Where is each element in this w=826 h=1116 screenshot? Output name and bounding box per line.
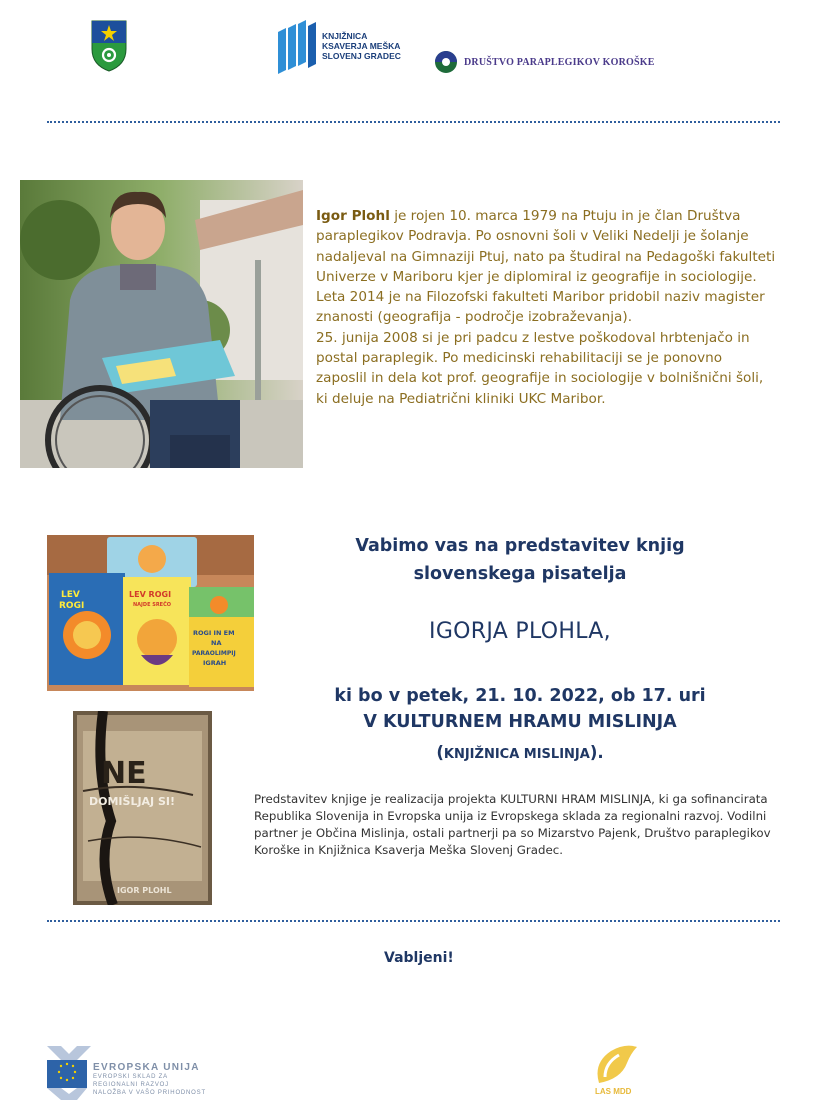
author-photo bbox=[20, 180, 303, 468]
invitation-line-1: Vabimo vas na predstavitev knjig bbox=[355, 536, 685, 556]
svg-text:LEV ROGI: LEV ROGI bbox=[129, 590, 172, 599]
svg-text:NA: NA bbox=[211, 639, 222, 647]
svg-text:PARAOLIMPIJ: PARAOLIMPIJ bbox=[192, 650, 236, 657]
eu-sub-3: NALOŽBA V VAŠO PRIHODNOST bbox=[93, 1090, 206, 1096]
top-divider bbox=[47, 121, 780, 123]
invitation-author-name: IGORJA PLOHLA, bbox=[429, 619, 611, 644]
svg-text:NE: NE bbox=[101, 756, 147, 791]
bottom-divider bbox=[47, 920, 780, 922]
invitation-venue-note bbox=[320, 743, 720, 762]
las-mdd-text: LAS MDD bbox=[595, 1087, 632, 1096]
funding-note: Predstavitev knjige je realizacija projekta KULTURNI HRAM MISLINJA, ki ga sofinancirata Republika Slovenija in Evropska unija iz Evropskega sklada za regionalni razvoj. Vodilni partner je Občina Mislinja, ostali partnerji pa so Mizarstvo Pajenk, Društvo paraplegikov Koroške in Knjižnica Ksaverja Meška Slovenj Gradec. bbox=[254, 792, 771, 857]
bio-author-name: Igor Plohl bbox=[316, 208, 390, 224]
author-bio bbox=[316, 206, 776, 409]
paraplegiki-logo bbox=[434, 50, 674, 74]
venue-note-close: ). bbox=[589, 743, 604, 762]
mislinja-crest-logo bbox=[90, 19, 128, 73]
eu-fund-logo bbox=[47, 1046, 222, 1100]
library-logo-text: KNJIŽNICA KSAVERJA MEŠKA SLOVENJ GRADEC bbox=[322, 31, 401, 61]
invitation-venue: V KULTURNEM HRAMU MISLINJA bbox=[363, 712, 677, 732]
invitation-datetime: ki bo v petek, 21. 10. 2022, ob 17. uri bbox=[334, 686, 706, 706]
eu-sub-1: EVROPSKI SKLAD ZA bbox=[93, 1074, 168, 1080]
svg-text:IGRAH: IGRAH bbox=[203, 659, 227, 667]
svg-text:DOMIŠLJAJ SI!: DOMIŠLJAJ SI! bbox=[89, 795, 176, 808]
svg-text:NAJDE SREČO: NAJDE SREČO bbox=[133, 602, 172, 608]
books-photo bbox=[47, 535, 254, 691]
las-mdd-logo bbox=[591, 1043, 643, 1099]
svg-text:LEV: LEV bbox=[61, 590, 80, 600]
venue-note-text: KNJIŽNICA MISLINJA bbox=[443, 747, 590, 762]
bio-paragraph-2: 25. junija 2008 si je pri padcu z lestve poškodoval hrbtenjačo in postal paraplegik. Po medicinski rehabilitaciji se je ponovno zaposlil in dela kot prof. geografije in sociologije v bolnišnični šoli, ki deluje na Pediatrični kliniki UKC Maribor. bbox=[316, 329, 764, 407]
svg-text:IGOR PLOHL: IGOR PLOHL bbox=[117, 886, 172, 895]
svg-text:ROGI: ROGI bbox=[59, 601, 85, 611]
eu-fund-text bbox=[93, 1062, 206, 1097]
paraplegiki-logo-text: DRUŠTVO PARAPLEGIKOV KOROŠKE bbox=[464, 57, 655, 68]
svg-text:ROGI IN EM: ROGI IN EM bbox=[193, 629, 235, 637]
eu-sub-2: REGIONALNI RAZVOJ bbox=[93, 1082, 169, 1088]
ne-domisljaj-si-book-cover bbox=[73, 711, 212, 905]
bio-paragraph-1 bbox=[316, 206, 776, 328]
welcome-text: Vabljeni! bbox=[384, 950, 454, 966]
library-logo bbox=[278, 20, 408, 76]
bio-text: je rojen 10. marca 1979 na Ptuju in je član Društva paraplegikov Podravja. Po osnovni šoli v Veliki Nedelji je šolanje nadaljeval na Gimnaziji Ptuj, nato pa študiral na Pedagoški fakulteti Univerze v Mariboru kjer je diplomiral iz geografije in sociologije. Leta 2014 je na Filozofski fakulteti Maribor pridobil naziv magister znanosti (geografija - področje izobraževanja). bbox=[316, 208, 776, 326]
invitation-line-2: slovenskega pisatelja bbox=[413, 564, 627, 584]
venue-note-open: ( bbox=[436, 743, 444, 762]
eu-title: EVROPSKA UNIJA bbox=[93, 1062, 200, 1073]
